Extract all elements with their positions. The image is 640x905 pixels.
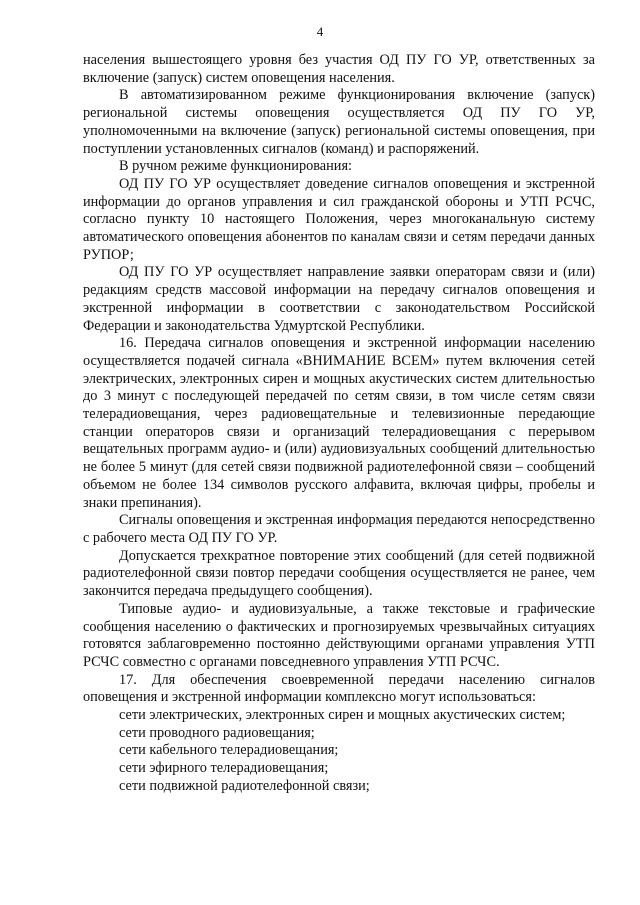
paragraph: 16. Передача сигналов оповещения и экстренной информации населению осуществляется подачей сигнала «ВНИМАНИЕ ВСЕМ» путем включения сетей электрических, электронных сирен и мощных акустических систем длительностью до 3 минут с последующей передачей по сетям связи, в том числе сетям связи телерадиовещания, через радиовещательные и телевизионные передающие станции операторов связи и организаций телерадиовещания с перерывом вещательных программ аудио- и (или) аудиовизуальных сообщений длительностью не более 5 минут (для сетей связи подвижной радиотелефонной связи – сообщений объемом не более 134 символов русского алфавита, включая цифры, пробелы и знаки препинания). <box>83 335 595 511</box>
paragraph: В ручном режиме функционирования: <box>119 158 353 175</box>
paragraph: ОД ПУ ГО УР осуществляет направление заявки операторам связи и (или) редакциям средств массовой информации на передачу сигналов оповещения и экстренной информации в соответствии с законодательством Российской Федерации и законодательства Удмуртской Республики. <box>83 264 595 334</box>
list-item: сети электрических, электронных сирен и мощных акустических систем; <box>119 707 566 724</box>
paragraph: Типовые аудио- и аудиовизуальные, а также текстовые и графические сообщения населению о фактических и прогнозируемых чрезвычайных ситуациях готовятся заблаговременно постоянно действующими органами управления УТП РСЧС совместно с органами повседневного управления УТП РСЧС. <box>83 600 595 670</box>
paragraph: населения вышестоящего уровня без участия ОД ПУ ГО УР, ответственных за включение (запуск) систем оповещения населения. <box>83 52 595 86</box>
paragraph: Сигналы оповещения и экстренная информация передаются непосредственно с рабочего места ОД ПУ ГО УР. <box>83 512 595 546</box>
list-item: сети подвижной радиотелефонной связи; <box>119 777 370 794</box>
paragraph: 17. Для обеспечения своевременной передачи населению сигналов оповещения и экстренной информации комплексно могут использоваться: <box>83 671 595 706</box>
list-item: сети эфирного телерадиовещания; <box>119 760 329 777</box>
paragraph: ОД ПУ ГО УР осуществляет доведение сигналов оповещения и экстренной информации до органов управления и сил гражданской обороны и УТП РСЧС, согласно пункту 10 настоящего Положения, через многоканальную систему автоматического оповещения абонентов по каналам связи и сетям передачи данных РУПОР; <box>83 175 595 263</box>
list-item: сети кабельного телерадиовещания; <box>119 742 339 759</box>
list-item: сети проводного радиовещания; <box>119 724 315 741</box>
paragraph: В автоматизированном режиме функционирования включение (запуск) региональной системы оповещения осуществляется ОД ПУ ГО УР, уполномоченными на включение (запуск) региональной системы оповещения, при поступлении установленных сигналов (команд) и распоряжений. <box>83 87 595 157</box>
document-body <box>83 52 595 796</box>
page-number: 4 <box>316 24 324 39</box>
paragraph: Допускается трехкратное повторение этих сообщений (для сетей подвижной радиотелефонной связи повтор передачи сообщения осуществляется не ранее, чем закончится передача предыдущего сообщения). <box>83 547 595 600</box>
